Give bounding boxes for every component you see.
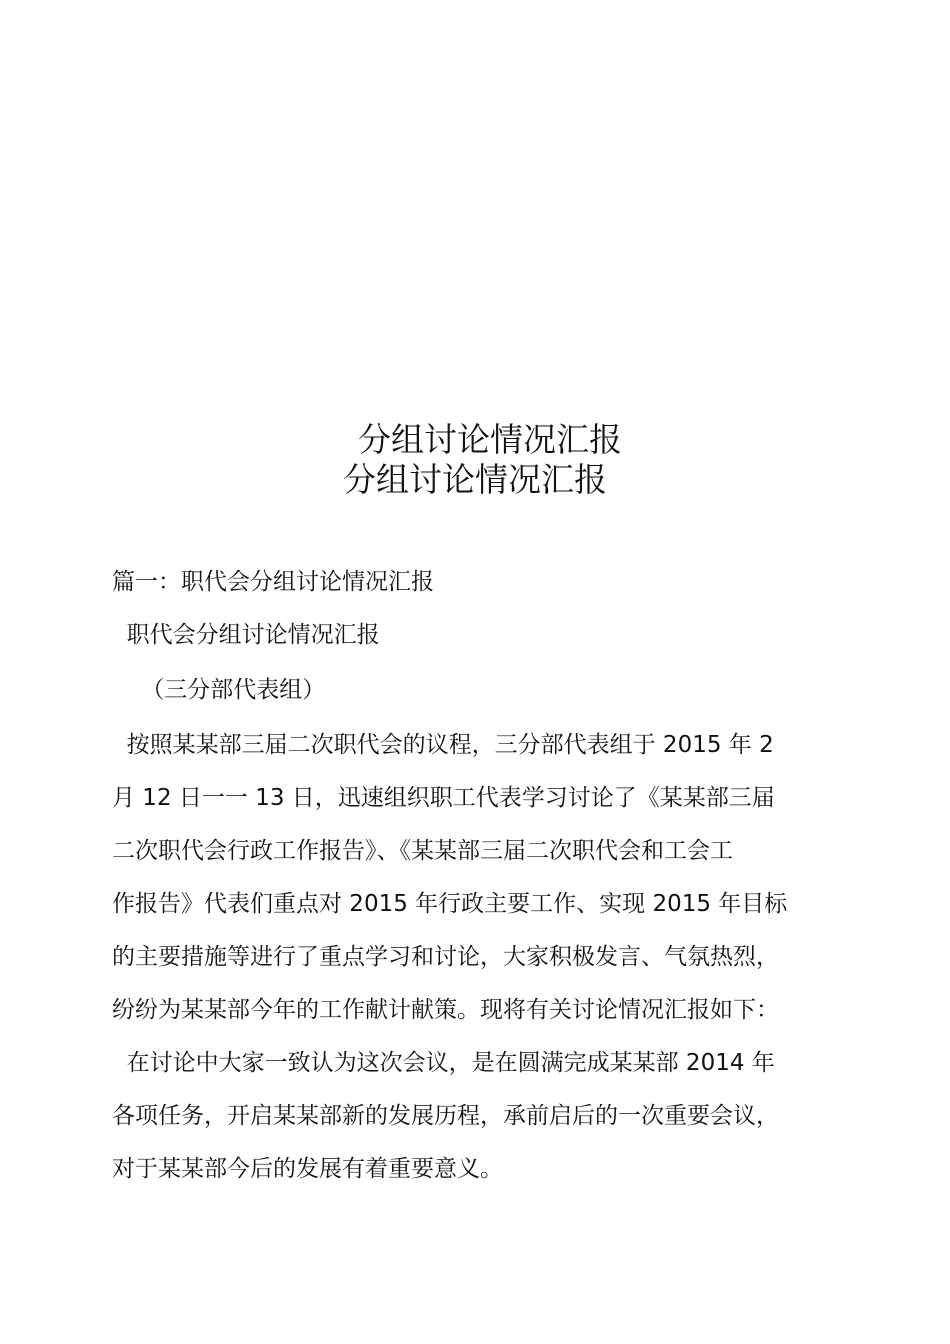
report-group: （三分部代表组） bbox=[112, 677, 326, 703]
paragraph-line: 对于某某部今后的发展有着重要意义。 bbox=[112, 1156, 503, 1182]
paragraph-line: 在讨论中大家一致认为这次会议，是在圆满完成某某部 2014 年 bbox=[112, 1050, 775, 1076]
paragraph-line: 二次职代会行政工作报告》、《某某部三届二次职代会和工会工 bbox=[112, 838, 733, 864]
paragraph-line: 作报告》代表们重点对 2015 年行政主要工作、实现 2015 年目标 bbox=[112, 891, 788, 917]
document-title-line-2: 分组讨论情况汇报 bbox=[343, 460, 607, 499]
document-title-line-1: 分组讨论情况汇报 bbox=[358, 420, 622, 459]
paragraph-line: 按照某某部三届二次职代会的议程，三分部代表组于 2015 年 2 bbox=[112, 732, 774, 758]
report-subtitle: 职代会分组讨论情况汇报 bbox=[112, 622, 380, 648]
paragraph-line: 纷纷为某某部今年的工作献计献策。现将有关讨论情况汇报如下： bbox=[112, 997, 779, 1023]
paragraph-line: 各项任务，开启某某部新的发展历程，承前启后的一次重要会议， bbox=[112, 1103, 779, 1129]
section-heading: 篇一：职代会分组讨论情况汇报 bbox=[112, 569, 434, 595]
paragraph-line: 的主要措施等进行了重点学习和讨论，大家积极发言、气氛热烈， bbox=[112, 944, 779, 970]
paragraph-line: 月 12 日一一 13 日，迅速组织职工代表学习讨论了《某某部三届 bbox=[112, 785, 775, 811]
